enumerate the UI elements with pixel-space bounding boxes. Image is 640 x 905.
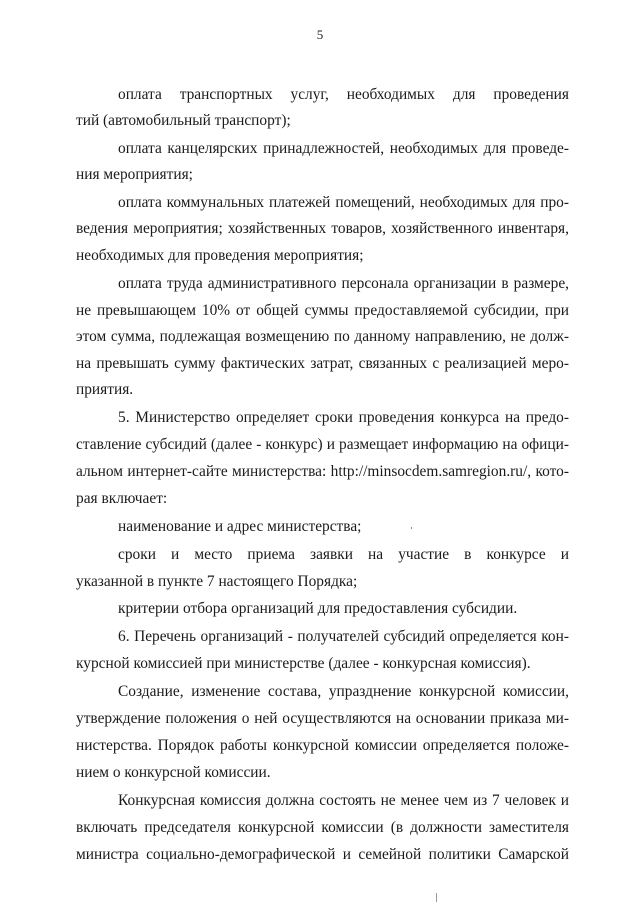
- text-line: указанной в пункте 7 настоящего Порядка;: [76, 573, 358, 590]
- text-line: сроки и место приема заявки на участие в конкурсе и: [118, 546, 569, 563]
- text-line: министра социально-демографической и семейной политики Самарской: [76, 846, 569, 863]
- text-line: оплата транспортных услуг, необходимых для проведения: [118, 86, 569, 103]
- text-line: Конкурсная комиссия должна состоять не менее чем из 7 человек и: [118, 792, 569, 809]
- text-line: не превышающем 10% от общей суммы предоставляемой субсидии, при: [76, 302, 569, 319]
- text-line: курсной комиссией при министерстве (далее - конкурсная комиссия).: [76, 655, 531, 672]
- text-line: критерии отбора организаций для предоставления субсидии.: [118, 600, 518, 617]
- text-line: оплата канцелярских принадлежностей, необходимых для проведе-: [118, 140, 569, 157]
- page-number: 5: [316, 27, 324, 42]
- text-line: на превышать сумму фактических затрат, связанных с реализацией меро-: [76, 355, 569, 372]
- text-line: 5. Министерство определяет сроки проведения конкурса на предо-: [118, 409, 569, 426]
- text-line: 6. Перечень организаций - получателей субсидий определяется кон-: [118, 628, 569, 645]
- text-line: наименование и адрес министерства;: [118, 518, 362, 535]
- text-line: утверждение положения о ней осуществляются на основании приказа ми-: [76, 710, 569, 727]
- text-line: альном интернет-сайте министерства: http://minsocdem.samregion.ru/, кото-: [76, 463, 569, 480]
- text-line: рая включает:: [76, 490, 168, 507]
- text-line: ставление субсидий (далее - конкурс) и размещает информацию на офици-: [76, 436, 569, 453]
- text-line: ния мероприятия;: [76, 166, 193, 183]
- text-line: нием о конкурсной комиссии.: [76, 764, 271, 781]
- text-line: Создание, изменение состава, упразднение конкурсной комиссии,: [118, 683, 569, 700]
- text-line: этом сумма, подлежащая возмещению по данному направлению, не долж-: [76, 328, 569, 345]
- text-line: нистерства. Порядок работы конкурсной комиссии определяется положе-: [76, 737, 569, 754]
- text-line: необходимых для проведения мероприятия;: [76, 247, 364, 264]
- text-line: тий (автомобильный транспорт);: [76, 112, 291, 129]
- text-line: ведения мероприятия; хозяйственных товаров, хозяйственного инвентаря,: [76, 220, 569, 237]
- text-line: включать председателя конкурсной комиссии (в должности заместителя: [76, 819, 569, 836]
- text-line: оплата труда административного персонала организации в размере,: [118, 275, 569, 292]
- text-line: оплата коммунальных платежей помещений, необходимых для про-: [118, 194, 569, 211]
- text-line: приятия.: [76, 381, 134, 398]
